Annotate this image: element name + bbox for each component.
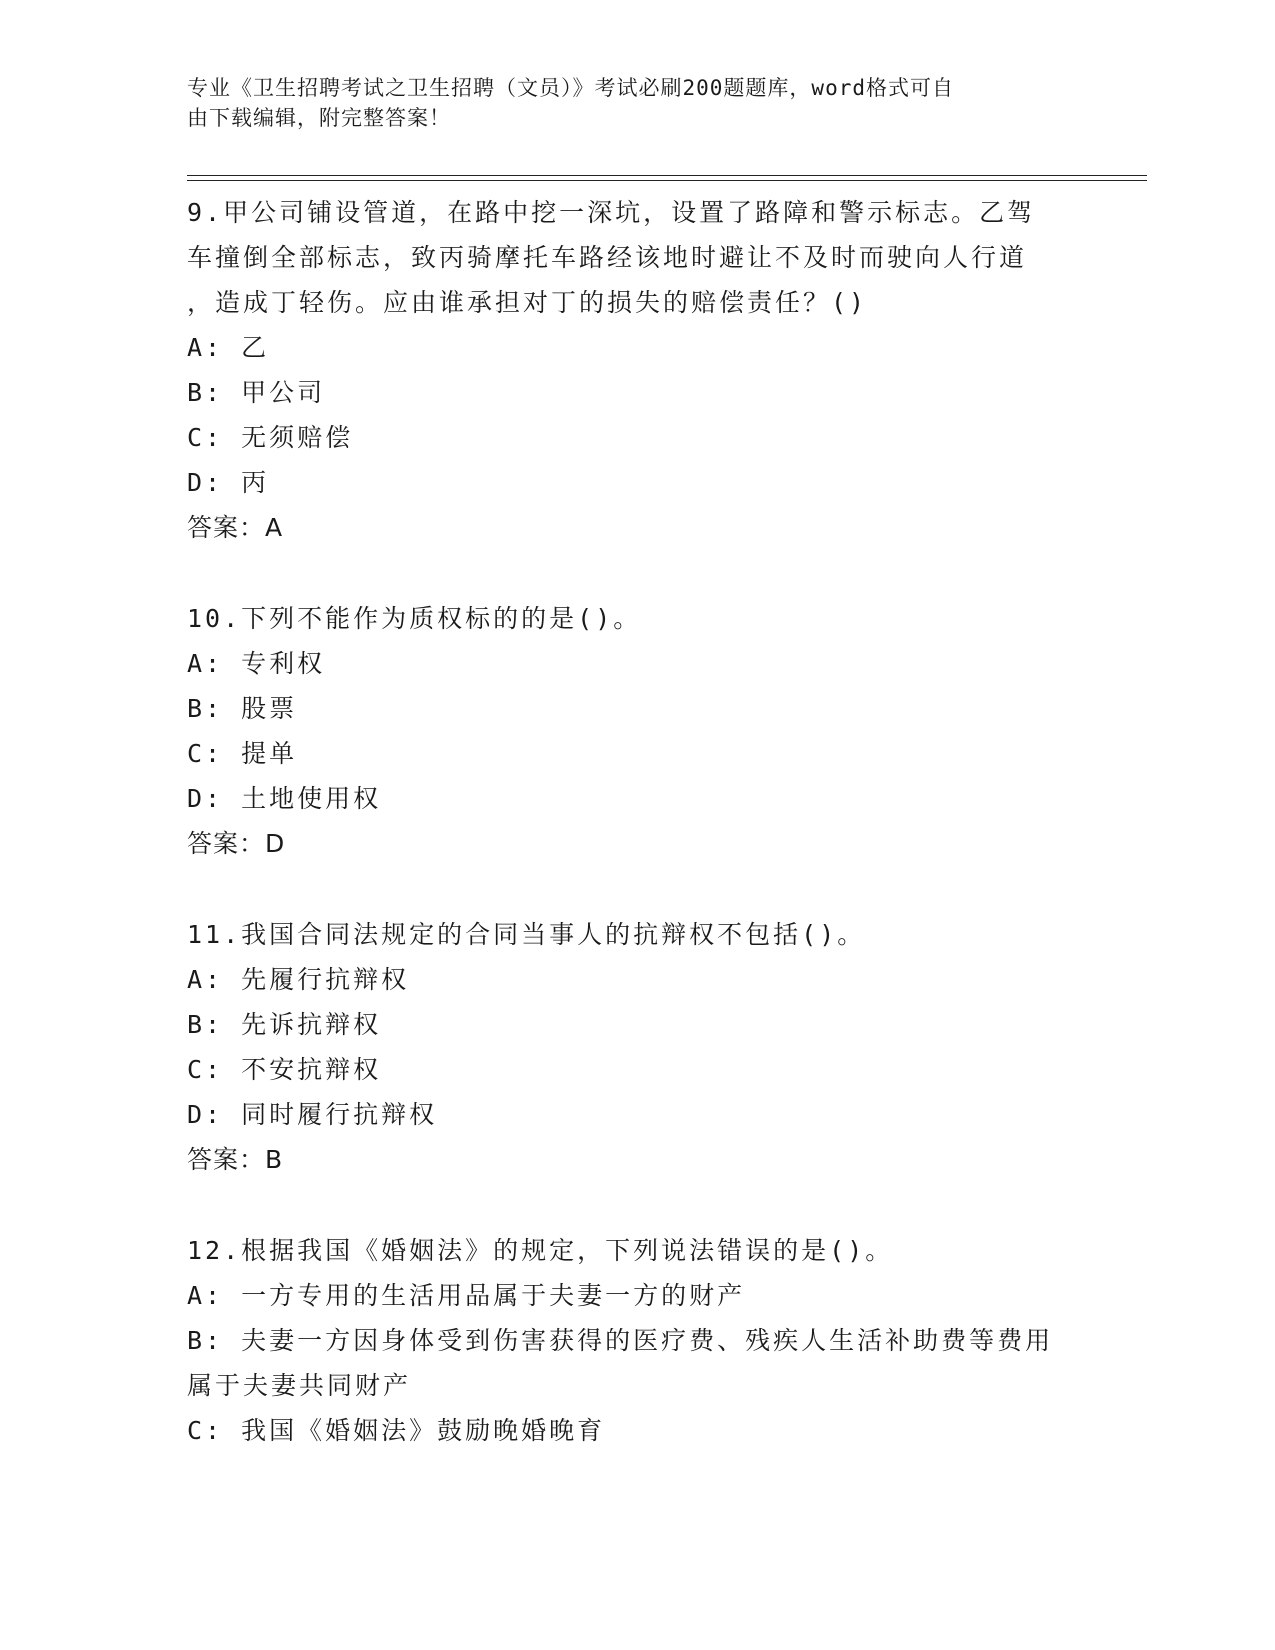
header-line-1: 专业《卫生招聘考试之卫生招聘（文员）》考试必刷200题题库，word格式可自 xyxy=(187,76,954,100)
question-10 xyxy=(187,596,1087,866)
option-a: A: 一方专用的生活用品属于夫妻一方的财产 xyxy=(187,1281,746,1310)
option-c: C: 不安抗辩权 xyxy=(187,1055,382,1084)
option-d: D: 同时履行抗辩权 xyxy=(187,1100,438,1129)
question-text: 12.根据我国《婚姻法》的规定，下列说法错误的是()。 xyxy=(187,1236,894,1265)
option-a: A: 先履行抗辩权 xyxy=(187,965,410,994)
question-12 xyxy=(187,1228,1087,1453)
option-b: B: 夫妻一方因身体受到伤害获得的医疗费、残疾人生活补助费等费用 xyxy=(187,1326,1054,1355)
option-a: A: 乙 xyxy=(187,333,270,362)
question-text: 10.下列不能作为质权标的的是()。 xyxy=(187,604,642,633)
header-rule-bottom xyxy=(187,180,1147,181)
option-b-continued: 属于夫妻共同财产 xyxy=(187,1371,412,1400)
spacer xyxy=(187,550,1087,596)
question-11 xyxy=(187,912,1087,1182)
question-9 xyxy=(187,190,1087,550)
option-d: D: 丙 xyxy=(187,468,270,497)
question-text: 11.我国合同法规定的合同当事人的抗辩权不包括()。 xyxy=(187,920,866,949)
option-b: B: 先诉抗辩权 xyxy=(187,1010,382,1039)
question-text: ，造成丁轻伤。应由谁承担对丁的损失的赔偿责任？() xyxy=(187,288,868,317)
question-text: 9.甲公司铺设管道，在路中挖一深坑，设置了路障和警示标志。乙驾 xyxy=(187,198,1036,227)
option-c: C: 提单 xyxy=(187,739,298,768)
answer: 答案：A xyxy=(187,513,284,542)
option-d: D: 土地使用权 xyxy=(187,784,382,813)
header-line-2: 由下载编辑，附完整答案！ xyxy=(187,106,451,130)
spacer xyxy=(187,866,1087,912)
document-header xyxy=(187,73,1067,133)
option-c: C: 无须赔偿 xyxy=(187,423,354,452)
header-rule-top xyxy=(187,175,1147,176)
answer: 答案：B xyxy=(187,1145,284,1174)
option-b: B: 股票 xyxy=(187,694,298,723)
option-b: B: 甲公司 xyxy=(187,378,326,407)
option-a: A: 专利权 xyxy=(187,649,326,678)
option-c: C: 我国《婚姻法》鼓励晚婚晚育 xyxy=(187,1416,606,1445)
answer: 答案：D xyxy=(187,829,286,858)
spacer xyxy=(187,1182,1087,1228)
question-list xyxy=(187,190,1087,1453)
question-text: 车撞倒全部标志，致丙骑摩托车路经该地时避让不及时而驶向人行道 xyxy=(187,243,1028,272)
